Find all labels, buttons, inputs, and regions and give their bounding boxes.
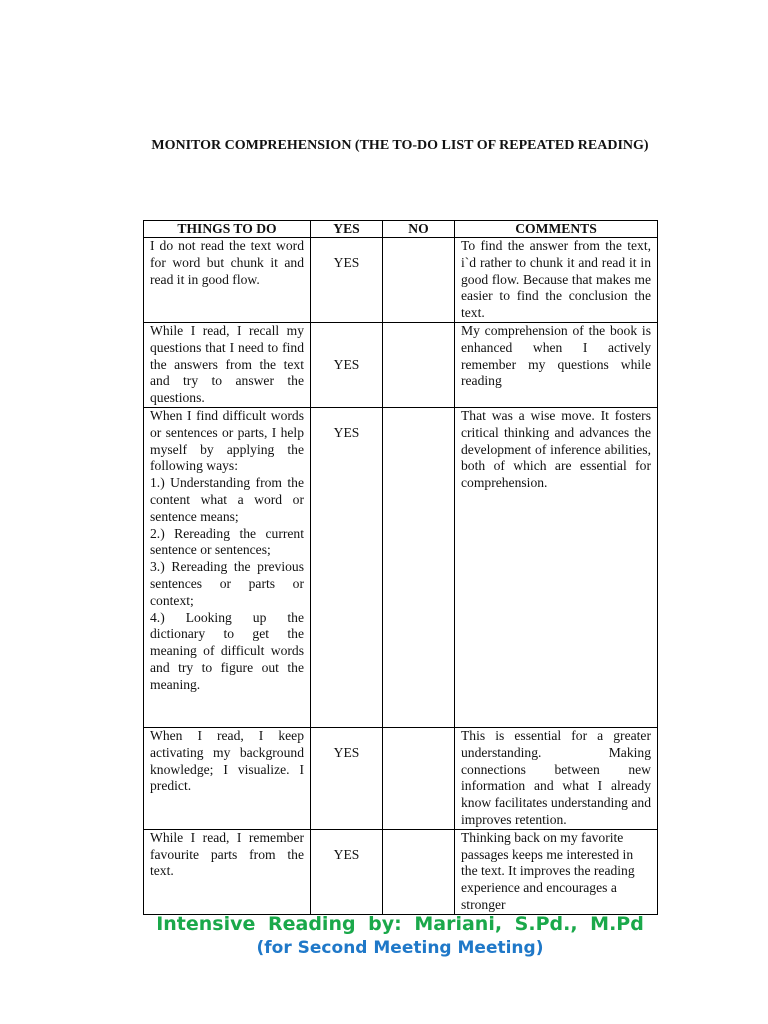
table-row xyxy=(144,728,658,830)
header-things-to-do: THINGS TO DO xyxy=(144,221,311,238)
table-header-row xyxy=(144,221,658,238)
list-item: 3.) Rereading the previous sentences or parts or context; xyxy=(150,559,304,608)
thing-cell: While I read, I recall my questions that I need to find the answers from the text and try to answer the questions. xyxy=(144,323,311,408)
no-cell xyxy=(383,829,455,914)
comment-cell: Thinking back on my favorite passages keeps me interested in the text. It improves the reading experience and encourages a stronger xyxy=(455,829,658,914)
yes-cell: YES xyxy=(311,238,383,323)
list-item: 1.) Understanding from the content what a word or sentence means; xyxy=(150,475,304,524)
footer xyxy=(150,913,650,960)
todo-table xyxy=(143,220,658,915)
yes-cell: YES xyxy=(311,728,383,830)
table-row xyxy=(144,829,658,914)
author-credit: Intensive Reading by: Mariani, S.Pd., M.Pd xyxy=(156,913,644,935)
table-row xyxy=(144,238,658,323)
thing-cell: I do not read the text word for word but chunk it and read it in good flow. xyxy=(144,238,311,323)
list-item: 2.) Rereading the current sentence or sentences; xyxy=(150,525,304,558)
yes-cell: YES xyxy=(311,829,383,914)
table-row xyxy=(144,323,658,408)
no-cell xyxy=(383,238,455,323)
yes-cell: YES xyxy=(311,323,383,408)
meeting-note: (for Second Meeting Meeting) xyxy=(256,938,544,958)
table-row xyxy=(144,408,658,728)
header-comments: COMMENTS xyxy=(455,221,658,238)
thing-cell: When I read, I keep activating my background knowledge; I visualize. I predict. xyxy=(144,728,311,830)
comment-cell: This is essential for a greater understanding. Making connections between new information and what I already know facilitates understanding and improves retention. xyxy=(455,728,658,830)
thing-cell: While I read, I remember favourite parts from the text. xyxy=(144,829,311,914)
comment-cell: My comprehension of the book is enhanced when I actively remember my questions while reading xyxy=(455,323,658,408)
comment-cell: That was a wise move. It fosters critical thinking and advances the development of inference abilities, both of which are essential for comprehension. xyxy=(455,408,658,728)
comment-cell: To find the answer from the text, i`d rather to chunk it and read it in good flow. Because that makes me easier to find the conclusion the text. xyxy=(455,238,658,323)
thing-intro: When I find difficult words or sentences or parts, I help myself by applying the following ways: xyxy=(150,408,304,474)
header-yes: YES xyxy=(311,221,383,238)
list-item: 4.) Looking up the dictionary to get the meaning of difficult words and try to figure out the meaning. xyxy=(150,609,304,692)
document-title: MONITOR COMPREHENSION (THE TO-DO LIST OF REPEATED READING) xyxy=(151,138,649,153)
no-cell xyxy=(383,408,455,728)
header-no: NO xyxy=(383,221,455,238)
thing-cell xyxy=(144,408,311,728)
no-cell xyxy=(383,728,455,830)
no-cell xyxy=(383,323,455,408)
yes-cell: YES xyxy=(311,408,383,728)
